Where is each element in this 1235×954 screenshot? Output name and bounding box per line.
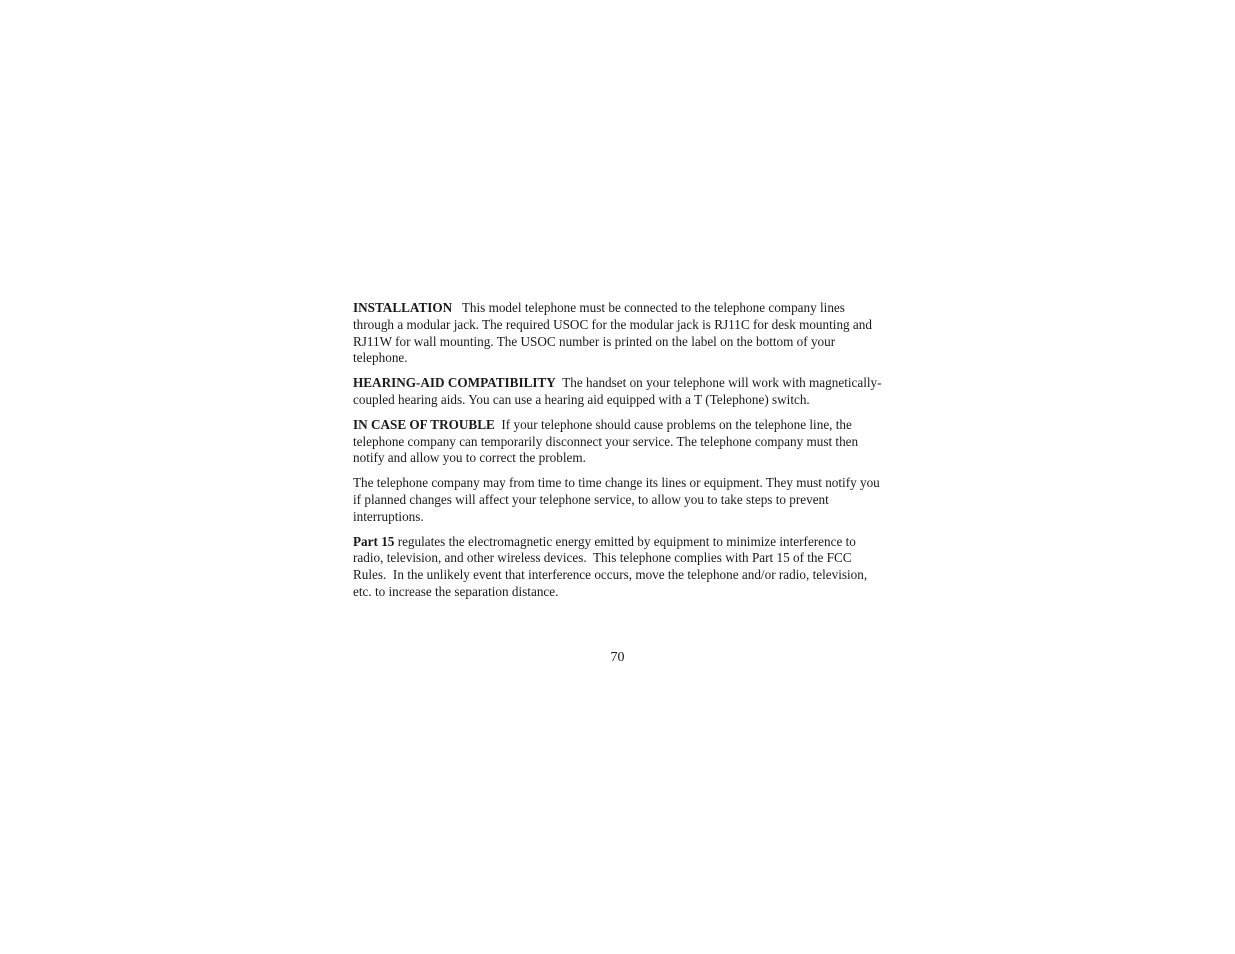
trouble-heading: IN CASE OF TROUBLE [353, 416, 495, 432]
hearing-aid-text: The handset on your telephone will work with magnetically-coupled hearing aids. You can use a hearing aid equipped with a T (Telephone) switch. [353, 375, 882, 407]
line-changes-paragraph [353, 475, 885, 525]
part15-paragraph [353, 534, 885, 601]
installation-text: This model telephone must be connected to the telephone company lines through a modular jack. The required USOC for the modular jack is RJ11C for desk mounting and RJ11W for wall mounting. The USOC number is printed on the label on the bottom of your telephone. [353, 300, 876, 366]
page-content [353, 300, 885, 609]
installation-paragraph [353, 300, 885, 367]
trouble-text: If your telephone should cause problems on the telephone line, the telephone company can temporarily disconnect your service. The telephone company must then notify and allow you to correct the problem. [353, 416, 862, 466]
page-number: 70 [610, 650, 625, 665]
part15-heading: Part 15 [353, 533, 395, 549]
hearing-aid-heading: HEARING-AID COMPATIBILITY [353, 375, 556, 391]
line-changes-text: The telephone company may from time to time change its lines or equipment. They must notify you if planned changes will affect your telephone service, to allow you to take steps to prevent interruptions. [353, 475, 880, 524]
part15-text: regulates the electromagnetic energy emitted by equipment to minimize interference to radio, television, and other wireless devices. This telephone complies with Part 15 of the FCC Rules. In the unlikely event that interference occurs, move the telephone and/or radio, television, etc. to increase the separation distance. [353, 533, 871, 599]
installation-heading: INSTALLATION [353, 300, 453, 315]
trouble-paragraph [353, 417, 885, 467]
hearing-aid-paragraph [353, 375, 885, 409]
